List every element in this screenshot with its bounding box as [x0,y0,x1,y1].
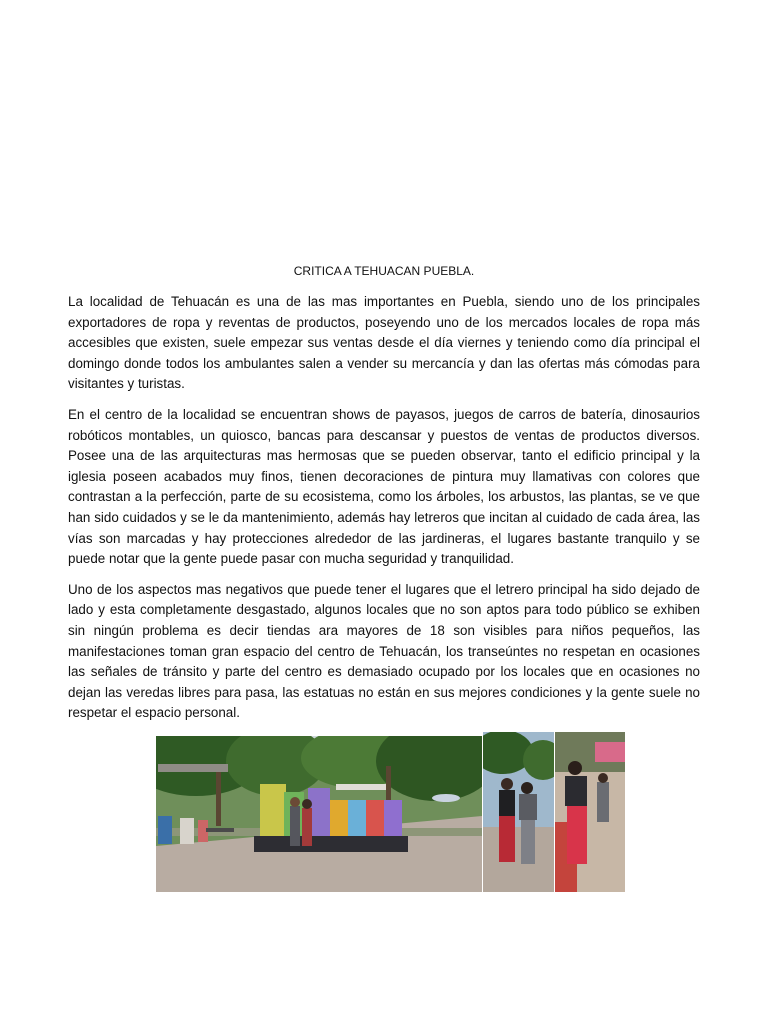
document-body [68,262,700,734]
plaza-sign-photo [156,736,482,892]
people-photo-2 [555,732,625,892]
paragraph-2: En el centro de la localidad se encuentran shows de payasos, juegos de carros de batería, dinosaurios robóticos montables, un quiosco, bancas para descansar y puestos de ventas de productos diversos. Posee una de las arquitecturas mas hermosas que se pueden observar, tanto el edificio principal y la iglesia poseen acabados muy finos, tienen decoraciones de pintura muy llamativas con colores que contrastan a la perfección, parte de su ecosistema, como los árboles, los arbustos, las plantas, se ve que han sido cuidados y se le da mantenimiento, además hay letreros que incitan al cuidado de cada área, las vías son marcadas y hay protecciones alrededor de las jardineras, el lugares bastante tranquilo y se puede notar que la gente puede pasar con mucha seguridad y tranquilidad. [68,406,700,567]
paragraph-3: Uno de los aspectos mas negativos que puede tener el lugares que el letrero principal ha sido dejado de lado y esta completamente desgastado, algunos locales que no son aptos para todo público se exhiben sin ningún problema es decir tiendas ara mayores de 18 son visibles para niños pequeños, las manifestaciones toman gran espacio del centro de Tehuacán, los transeúntes no respetan en ocasiones las señales de tránsito y parte del centro es demasiado ocupado por los locales que en ocasiones no dejan las veredas libres para pasa, las estatuas no están en sus mejores condiciones y la gente suele no respetar el espacio personal. [68,581,700,721]
people-photo-1 [483,732,554,892]
document-title: CRITICA A TEHUACAN PUEBLA. [293,264,475,278]
paragraph-1: La localidad de Tehuacán es una de las mas importantes en Puebla, siendo uno de los principales exportadores de ropa y reventas de productos, poseyendo uno de los mercados locales de ropa más accesibles que existen, suele empezar sus ventas desde el día viernes y teniendo como día principal el domingo donde todos los ambulantes salen a vender su mercancía y dan las ofertas más cómodas para visitantes y turistas. [68,294,700,392]
